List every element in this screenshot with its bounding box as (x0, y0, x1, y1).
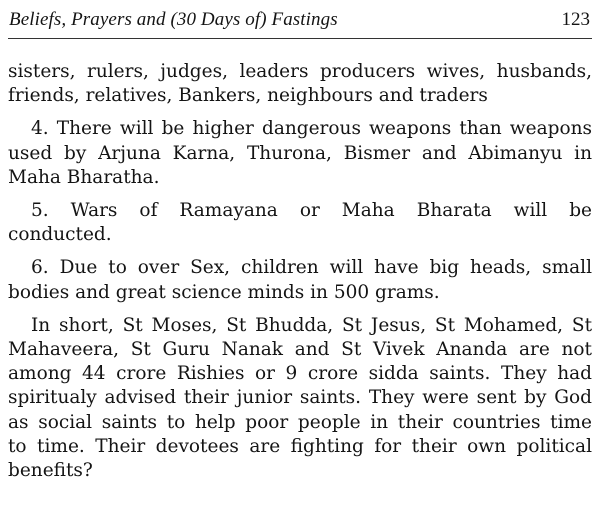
paragraph-continuation (8, 60, 592, 108)
text-line: among 44 crore Rishies or 9 crore sidda saints. They had (8, 363, 592, 385)
text-line: bodies and great science minds in 500 grams. (8, 281, 440, 303)
text-line: Mahaveera, St Guru Nanak and St Vivek Ananda are not (8, 339, 592, 361)
text-line: In short, St Moses, St Bhudda, St Jesus, St Mohamed, St (31, 314, 592, 336)
text-line: to time. Their devotees are fighting for their own political (8, 435, 592, 457)
text-line: 6. Due to over Sex, children will have big heads, small (31, 257, 592, 279)
body-text (8, 60, 592, 492)
text-line: sisters, rulers, judges, leaders producers wives, husbands, (8, 61, 592, 82)
running-header-title: Beliefs, Prayers and (30 Days of) Fastings (9, 9, 338, 30)
running-header (9, 9, 590, 33)
paragraph-item-4 (8, 117, 592, 190)
text-line: used by Arjuna Karna, Thurona, Bismer and Abimanyu in (8, 142, 592, 164)
text-line: conducted. (8, 224, 112, 246)
text-line: benefits? (8, 460, 93, 482)
header-divider (8, 38, 592, 39)
text-line: Maha Bharatha. (8, 166, 160, 188)
page-number: 123 (561, 9, 590, 30)
text-line: friends, relatives, Bankers, neighbours and traders (8, 85, 488, 107)
paragraph-item-5 (8, 199, 592, 247)
text-line: 4. There will be higher dangerous weapons than weapons (31, 118, 592, 140)
text-line: 5. Wars of Ramayana or Maha Bharata will be (31, 200, 592, 222)
paragraph-item-6 (8, 256, 592, 304)
paragraph-in-short (8, 314, 592, 483)
text-line: as social saints to help poor people in their countries time (8, 411, 592, 433)
text-line: spiritualy advised their junior saints. They were sent by God (8, 387, 592, 409)
